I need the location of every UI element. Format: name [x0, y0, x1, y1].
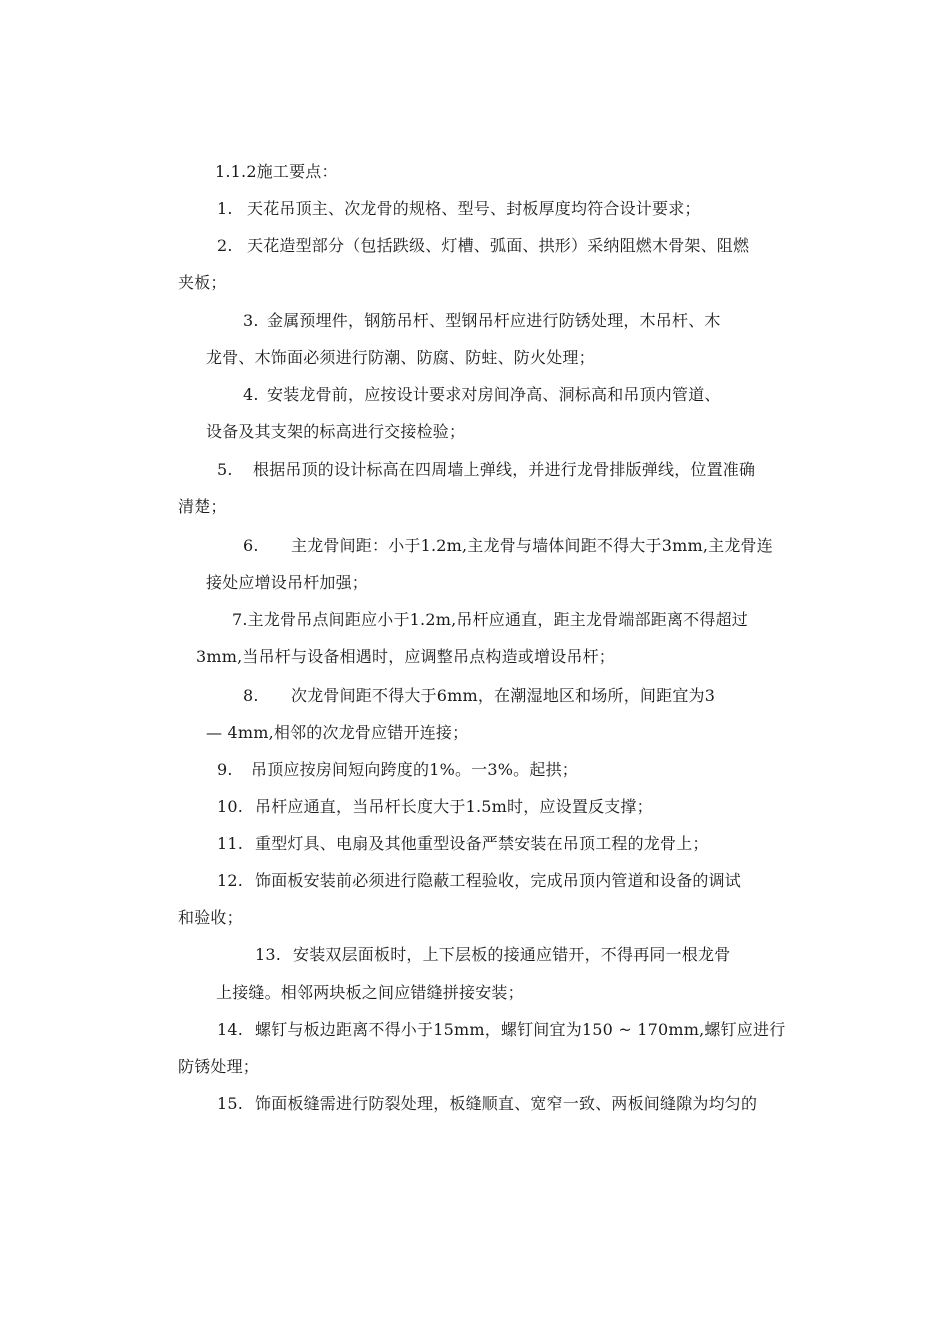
list-item-13 — [255, 945, 730, 965]
list-item-6-continuation: 接处应增设吊杆加强； — [206, 573, 369, 592]
item-text: 根据吊顶的设计标高在四周墙上弹线，并进行龙骨排版弹线，位置准确 — [253, 460, 756, 479]
list-item-8 — [243, 686, 715, 706]
item-text: 饰面板安装前必须进行隐蔽工程验收，完成吊顶内管道和设备的调试 — [255, 871, 742, 890]
item-text: 天花造型部分（包括跌级、灯槽、弧面、拱形）采纳阻燃木骨架、阻燃 — [247, 236, 750, 255]
item-number: 5. — [217, 460, 233, 479]
list-item-3-continuation: 龙骨、木饰面必须进行防潮、防腐、防蛀、防火处理； — [206, 348, 595, 367]
item-text: 安装龙骨前，应按设计要求对房间净高、洞标高和吊顶内管道、 — [267, 385, 721, 404]
item-text: 天花吊顶主、次龙骨的规格、型号、封板厚度均符合设计要求； — [247, 199, 701, 218]
list-item-14 — [217, 1020, 802, 1040]
list-item-15 — [217, 1094, 802, 1114]
list-item-6 — [243, 536, 773, 556]
list-item-9 — [217, 760, 578, 780]
item-text: 次龙骨间距不得大于6mm，在潮湿地区和场所，间距宜为3 — [291, 686, 716, 705]
list-item-5-continuation: 清楚； — [178, 497, 227, 516]
list-item-5 — [217, 460, 802, 480]
list-item-7 — [232, 610, 748, 630]
list-item-12-continuation: 和验收； — [178, 908, 243, 927]
item-number: 9. — [217, 760, 233, 779]
item-text: 重型灯具、电扇及其他重型设备严禁安装在吊顶工程的龙骨上； — [255, 834, 709, 853]
item-text: 主龙骨吊点间距应小于1.2m,吊杆应通直，距主龙骨端部距离不得超过 — [247, 610, 748, 629]
item-text: 安装双层面板时，上下层板的接通应错开，不得再同一根龙骨 — [293, 945, 731, 964]
item-number: 7. — [232, 610, 248, 629]
list-item-4 — [243, 385, 721, 405]
item-number: 4. — [243, 385, 259, 404]
list-item-10 — [217, 797, 653, 817]
item-text: 金属预埋件，钢筋吊杆、型钢吊杆应进行防锈处理，木吊杆、木 — [267, 311, 721, 330]
item-text: 饰面板缝需进行防裂处理，板缝顺直、宽窄一致、两板间缝隙为均匀的 — [255, 1094, 758, 1113]
section-heading: 1.1.2施工要点： — [215, 162, 338, 181]
item-text: 吊顶应按房间短向跨度的1%。一3%。起拱； — [251, 760, 578, 779]
item-text: 主龙骨间距：小于1.2m,主龙骨与墙体间距不得大于3mm,主龙骨连 — [291, 536, 773, 555]
list-item-4-continuation: 设备及其支架的标高进行交接检验； — [206, 422, 466, 441]
list-item-2 — [217, 236, 802, 256]
item-number: 8. — [243, 686, 259, 705]
item-number: 6. — [243, 536, 259, 555]
list-item-3 — [243, 311, 721, 331]
list-item-11 — [217, 834, 709, 854]
item-text: 吊杆应通直，当吊杆长度大于1.5m时，应设置反支撑； — [255, 797, 653, 816]
item-number: 14. — [217, 1020, 244, 1039]
item-number: 13. — [255, 945, 282, 964]
list-item-12 — [217, 871, 802, 891]
item-text: 螺钉与板边距离不得小于15mm，螺钉间宜为150 ~ 170mm,螺钉应进行 — [255, 1020, 786, 1039]
item-number: 3. — [243, 311, 259, 330]
list-item-2-continuation: 夹板； — [178, 273, 227, 292]
item-number: 10. — [217, 797, 244, 816]
list-item-14-continuation: 防锈处理； — [178, 1057, 260, 1076]
list-item-1 — [217, 199, 701, 219]
item-number: 1. — [217, 199, 233, 218]
list-item-13-continuation: 上接缝。相邻两块板之间应错缝拼接安装； — [216, 983, 524, 1002]
item-number: 12. — [217, 871, 244, 890]
item-number: 15. — [217, 1094, 244, 1113]
item-number: 11. — [217, 834, 244, 853]
list-item-8-continuation: — 4mm,相邻的次龙骨应错开连接； — [206, 723, 469, 742]
list-item-7-continuation: 3mm,当吊杆与设备相遇时，应调整吊点构造或增设吊杆； — [196, 647, 616, 666]
item-number: 2. — [217, 236, 233, 255]
